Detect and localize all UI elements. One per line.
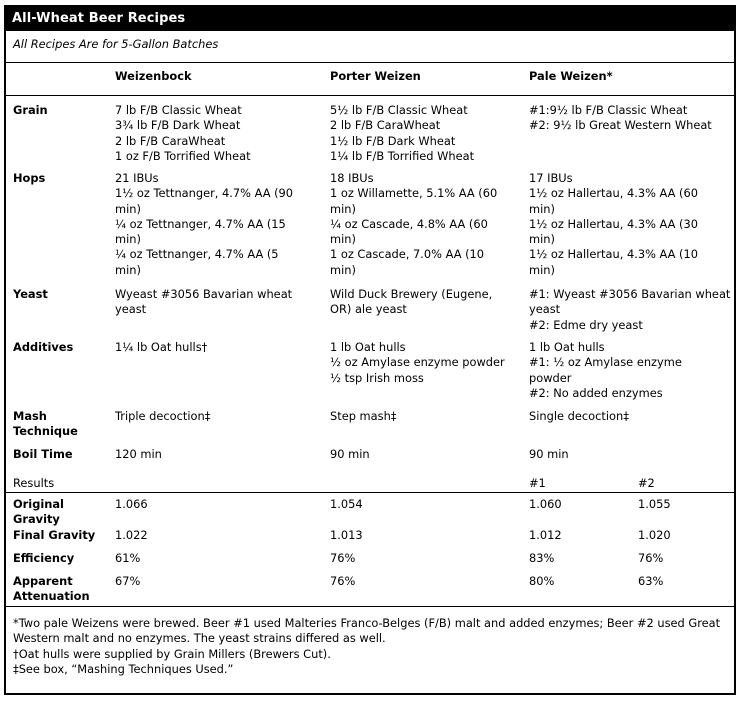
grain-porter-weizen: 5½ lb F/B Classic Wheat 2 lb F/B CaraWheat 1½ lb F/B Dark Wheat 1¼ lb F/B Torrified Wheat bbox=[330, 103, 475, 163]
row-label-hops: Hops bbox=[13, 171, 46, 185]
column-header-pale-weizen: Pale Weizen* bbox=[529, 69, 613, 83]
recipe-table-box bbox=[4, 5, 736, 695]
fg-pale-1: 1.012 bbox=[529, 528, 562, 542]
mash-weizenbock: Triple decoction‡ bbox=[115, 409, 211, 423]
yeast-pale-weizen: #1: Wyeast #3056 Bavarian wheat yeast #2: Edme dry yeast bbox=[529, 287, 731, 332]
footnote-pale-weizen: *Two pale Weizens were brewed. Beer #1 used Malteries Franco-Belges (F/B) malt and added enzymes; Beer #2 used Great Western malt and no enzymes. The yeast strains differed as well. bbox=[13, 616, 721, 646]
results-pale-1-header: #1 bbox=[529, 476, 546, 490]
footnotes-rule bbox=[6, 606, 734, 607]
additives-pale-weizen: 1 lb Oat hulls #1: ½ oz Amylase enzyme powder #2: No added enzymes bbox=[529, 340, 682, 400]
yeast-weizenbock: Wyeast #3056 Bavarian wheat yeast bbox=[115, 287, 293, 317]
efficiency-pale-1: 83% bbox=[529, 551, 555, 565]
row-label-grain: Grain bbox=[13, 103, 48, 117]
yeast-porter-weizen: Wild Duck Brewery (Eugene, OR) ale yeast bbox=[330, 287, 493, 317]
og-weizenbock: 1.066 bbox=[115, 497, 148, 511]
fg-pale-2: 1.020 bbox=[638, 528, 671, 542]
attenuation-porter-weizen: 76% bbox=[330, 574, 356, 588]
additives-porter-weizen: 1 lb Oat hulls ½ oz Amylase enzyme powder ½ tsp Irish moss bbox=[330, 340, 505, 385]
footnote-oat-hulls: †Oat hulls were supplied by Grain Millers (Brewers Cut). bbox=[13, 646, 331, 661]
grain-pale-weizen: #1:9½ lb F/B Classic Wheat #2: 9½ lb Great Western Wheat bbox=[529, 103, 712, 133]
hops-pale-weizen: 17 IBUs 1½ oz Hallertau, 4.3% AA (60 min) 1½ oz Hallertau, 4.3% AA (30 min) 1½ oz Hallertau, 4.3% AA (10 min) bbox=[529, 171, 698, 277]
grain-weizenbock: 7 lb F/B Classic Wheat 3¾ lb F/B Dark Wheat 2 lb F/B CaraWheat 1 oz F/B Torrified Wheat bbox=[115, 103, 251, 163]
efficiency-porter-weizen: 76% bbox=[330, 551, 356, 565]
og-porter-weizen: 1.054 bbox=[330, 497, 363, 511]
header-rule bbox=[6, 62, 734, 63]
og-pale-1: 1.060 bbox=[529, 497, 562, 511]
footnotes bbox=[13, 616, 735, 677]
result-label-efficiency: Efficiency bbox=[13, 551, 75, 565]
boil-pale-weizen: 90 min bbox=[529, 447, 569, 461]
row-label-mash-technique: Mash Technique bbox=[13, 409, 78, 439]
hops-porter-weizen: 18 IBUs 1 oz Willamette, 5.1% AA (60 min) ¼ oz Cascade, 4.8% AA (60 min) 1 oz Cascade, 7.0% AA (10 min) bbox=[330, 171, 498, 277]
row-label-additives: Additives bbox=[13, 340, 74, 354]
og-pale-2: 1.055 bbox=[638, 497, 671, 511]
result-label-apparent-attenuation: Apparent Attenuation bbox=[13, 574, 90, 604]
column-header-porter-weizen: Porter Weizen bbox=[330, 69, 421, 83]
results-pale-2-header: #2 bbox=[638, 476, 655, 490]
attenuation-pale-2: 63% bbox=[638, 574, 664, 588]
mash-porter-weizen: Step mash‡ bbox=[330, 409, 397, 423]
footnote-mashing: ‡See box, “Mashing Techniques Used.” bbox=[13, 661, 234, 676]
results-rule bbox=[6, 492, 734, 493]
mash-pale-weizen: Single decoction‡ bbox=[529, 409, 629, 423]
result-label-original-gravity: Original Gravity bbox=[13, 497, 64, 527]
efficiency-weizenbock: 61% bbox=[115, 551, 141, 565]
column-header-weizenbock: Weizenbock bbox=[115, 69, 192, 83]
row-label-boil-time: Boil Time bbox=[13, 447, 73, 461]
boil-porter-weizen: 90 min bbox=[330, 447, 370, 461]
table-subtitle: All Recipes Are for 5-Gallon Batches bbox=[13, 37, 219, 51]
efficiency-pale-2: 76% bbox=[638, 551, 664, 565]
fg-porter-weizen: 1.013 bbox=[330, 528, 363, 542]
additives-weizenbock: 1¼ lb Oat hulls† bbox=[115, 340, 208, 354]
result-label-final-gravity: Final Gravity bbox=[13, 528, 96, 542]
hops-weizenbock: 21 IBUs 1½ oz Tettnanger, 4.7% AA (90 min) ¼ oz Tettnanger, 4.7% AA (15 min) ¼ oz Tettnanger, 4.7% AA (5 min) bbox=[115, 171, 294, 277]
results-label: Results bbox=[13, 476, 55, 490]
table-title: All-Wheat Beer Recipes bbox=[6, 7, 734, 31]
column-header-rule bbox=[6, 95, 734, 96]
boil-weizenbock: 120 min bbox=[115, 447, 162, 461]
row-label-yeast: Yeast bbox=[13, 287, 48, 301]
fg-weizenbock: 1.022 bbox=[115, 528, 148, 542]
attenuation-weizenbock: 67% bbox=[115, 574, 141, 588]
attenuation-pale-1: 80% bbox=[529, 574, 555, 588]
